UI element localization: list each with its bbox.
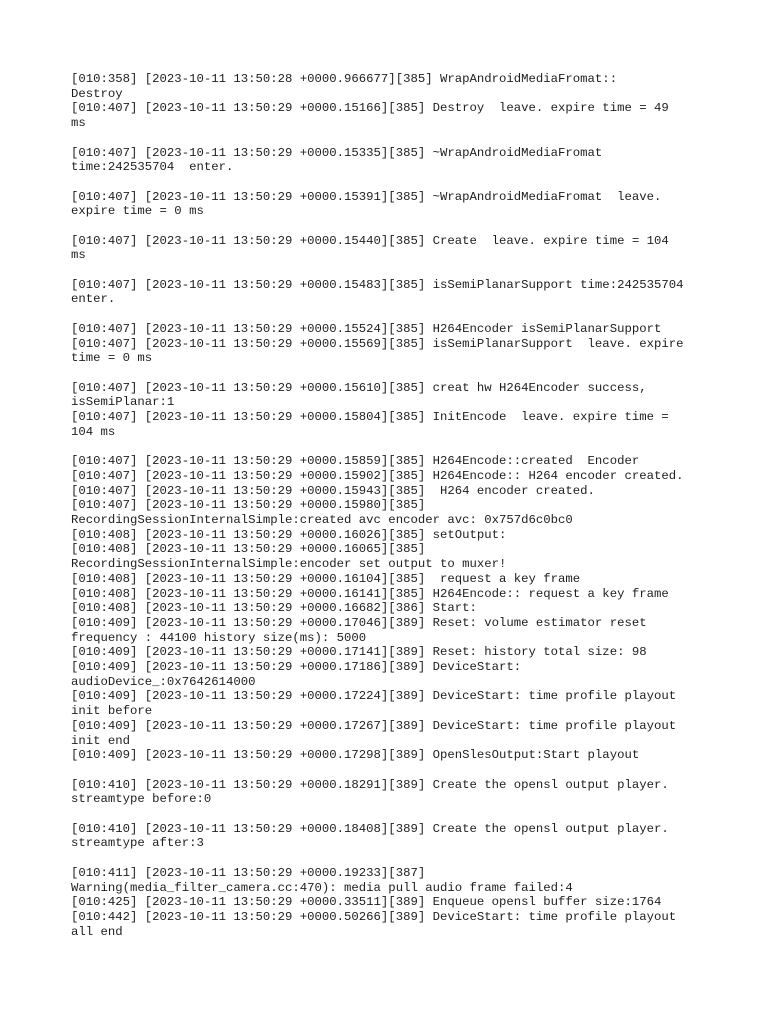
log-entry: [010:409] [2023-10-11 13:50:29 +0000.17141][389] Reset: history total size: 98 — [71, 645, 647, 660]
log-entry: [010:409] [2023-10-11 13:50:29 +0000.17224][389] DeviceStart: time profile playout init before — [71, 689, 677, 719]
log-entry: [010:409] [2023-10-11 13:50:29 +0000.17267][389] DeviceStart: time profile playout init end — [71, 718, 677, 748]
log-entry: [010:407] [2023-10-11 13:50:29 +0000.15859][385] H264Encode::created Encoder — [71, 454, 640, 469]
log-entry: [010:408] [2023-10-11 13:50:29 +0000.16141][385] H264Encode:: request a key frame — [71, 586, 669, 601]
log-entry: [010:408] [2023-10-11 13:50:29 +0000.16026][385] setOutput: — [71, 527, 507, 542]
log-entry: [010:411] [2023-10-11 13:50:29 +0000.19233][387] Warning(media_filter_camera.cc:470): media pull audio frame failed:4 — [71, 865, 573, 895]
log-entry: [010:407] [2023-10-11 13:50:29 +0000.15524][385] H264Encoder isSemiPlanarSupport — [71, 321, 662, 336]
log-entry: [010:407] [2023-10-11 13:50:29 +0000.15335][385] ~WrapAndroidMediaFromat time:242535704 enter. — [71, 145, 603, 175]
log-entry: [010:358] [2023-10-11 13:50:28 +0000.966677][385] WrapAndroidMediaFromat:: Destroy — [71, 72, 618, 101]
log-entry: [010:407] [2023-10-11 13:50:29 +0000.15391][385] ~WrapAndroidMediaFromat leave. expire time = 0 ms — [71, 189, 662, 219]
log-entry: [010:410] [2023-10-11 13:50:29 +0000.18408][389] Create the opensl output player. streamtype after:3 — [71, 821, 669, 851]
log-document — [71, 72, 706, 939]
log-entry: [010:407] [2023-10-11 13:50:29 +0000.15980][385] RecordingSessionInternalSimple:created avc encoder avc: 0x757d6c0bc0 — [71, 498, 573, 527]
log-entry: [010:407] [2023-10-11 13:50:29 +0000.15483][385] isSemiPlanarSupport time:242535704 enter. — [71, 277, 684, 307]
log-entry: [010:407] [2023-10-11 13:50:29 +0000.15902][385] H264Encode:: H264 encoder created. — [71, 468, 684, 483]
log-entry: [010:409] [2023-10-11 13:50:29 +0000.17186][389] DeviceStart: audioDevice_:0x7642614000 — [71, 660, 522, 689]
log-entry: [010:407] [2023-10-11 13:50:29 +0000.15166][385] Destroy leave. expire time = 49 ms — [71, 101, 669, 131]
log-entry: [010:408] [2023-10-11 13:50:29 +0000.16065][385] RecordingSessionInternalSimple:encoder set output to muxer! — [71, 542, 507, 572]
log-entry: [010:442] [2023-10-11 13:50:29 +0000.50266][389] DeviceStart: time profile playout all end — [71, 909, 677, 939]
log-entry: [010:409] [2023-10-11 13:50:29 +0000.17298][389] OpenSlesOutput:Start playout — [71, 748, 640, 763]
log-entry: [010:407] [2023-10-11 13:50:29 +0000.15943][385] H264 encoder created. — [71, 483, 595, 498]
log-entry: [010:410] [2023-10-11 13:50:29 +0000.18291][389] Create the opensl output player. streamtype before:0 — [71, 777, 669, 807]
log-entry: [010:407] [2023-10-11 13:50:29 +0000.15569][385] isSemiPlanarSupport leave. expire time = 0 ms — [71, 336, 684, 366]
log-entry: [010:407] [2023-10-11 13:50:29 +0000.15440][385] Create leave. expire time = 104 ms — [71, 233, 669, 263]
log-entry: [010:425] [2023-10-11 13:50:29 +0000.33511][389] Enqueue opensl buffer size:1764 — [71, 895, 662, 910]
log-entry: [010:408] [2023-10-11 13:50:29 +0000.16682][386] Start: — [71, 601, 477, 616]
log-entry: [010:407] [2023-10-11 13:50:29 +0000.15610][385] creat hw H264Encoder success, isSemiPlanar:1 — [71, 380, 647, 410]
log-entry: [010:409] [2023-10-11 13:50:29 +0000.17046][389] Reset: volume estimator reset frequency : 44100 history size(ms): 5000 — [71, 615, 647, 645]
log-entry: [010:407] [2023-10-11 13:50:29 +0000.15804][385] InitEncode leave. expire time = 104 ms — [71, 410, 669, 439]
log-entry: [010:408] [2023-10-11 13:50:29 +0000.16104][385] request a key frame — [71, 571, 581, 586]
